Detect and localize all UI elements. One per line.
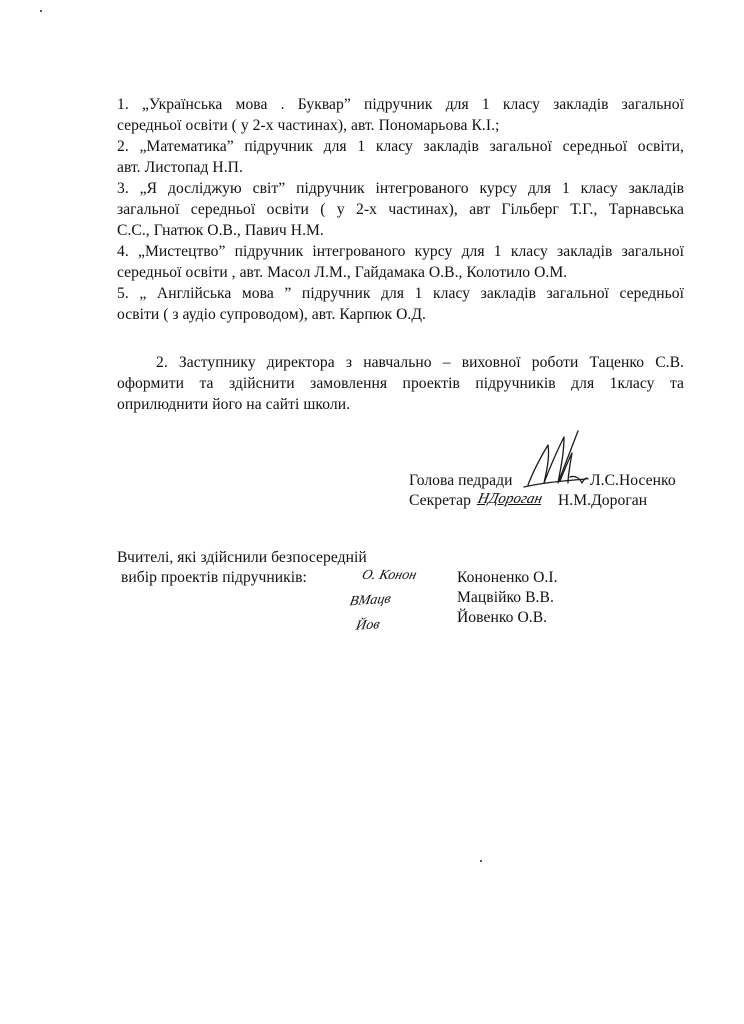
teacher-name-1: Кононенко О.І. <box>457 569 558 586</box>
teacher-signature-1: О. Конон <box>360 568 419 583</box>
list-item-3-line-1: 3. „Я досліджую світ” підручник інтегрованого курсу для 1 класу закладів <box>117 180 684 197</box>
list-item-3-line-2: загальної середньої освіти ( у 2-х частинах), авт Гільберг Т.Г., Тарнавська <box>117 201 684 218</box>
teacher-name-3: Йовенко О.В. <box>457 609 548 626</box>
list-item-1-line-1: 1. „Українська мова . Буквар” підручник для 1 класу закладів загальної <box>117 96 684 113</box>
scan-speck <box>40 10 42 12</box>
list-item-5-line-1: 5. „ Англійська мова ” підручник для 1 класу закладів загальної середньої <box>117 285 684 302</box>
secretary-name: Н.М.Дороган <box>558 492 648 509</box>
chair-label: Голова педради <box>409 472 513 489</box>
list-item-3-line-3: С.С., Гнатюк О.В., Павич Н.М. <box>117 222 324 239</box>
secretary-handwritten-signature: НДороган <box>476 491 544 507</box>
teachers-intro-line-2: вибір проектів підручників: <box>117 569 307 586</box>
secretary-label: Секретар <box>409 492 471 509</box>
point-2-line-1: 2. Заступнику директора з навчально – виховної роботи Таценко С.В. <box>156 354 684 371</box>
chair-name: Л.С.Носенко <box>590 472 676 489</box>
scan-speck <box>480 860 482 862</box>
point-2-line-2: оформити та здійснити замовлення проектів підручників для 1класу та <box>117 375 684 392</box>
list-item-1-line-2: середньої освіти ( у 2-х частинах), авт. Пономарьова К.І.; <box>117 117 500 134</box>
teacher-signature-2: ВМацв <box>348 591 393 610</box>
list-item-4-line-2: середньої освіти , авт. Масол Л.М., Гайдамака О.В., Колотило О.М. <box>117 264 568 281</box>
list-item-2-line-1: 2. „Математика” підручник для 1 класу закладів загальної середньої освіти, <box>117 138 684 155</box>
teacher-name-2: Мацвійко В.В. <box>457 589 554 606</box>
list-item-5-line-2: освіти ( з аудіо супроводом), авт. Карпюк О.Д. <box>117 306 426 323</box>
point-2-line-3: оприлюднити його на сайті школи. <box>117 396 351 413</box>
list-item-2-line-2: авт. Листопад Н.П. <box>117 159 243 176</box>
teachers-intro-line-1: Вчителі, які здійснили безпосередній <box>117 549 367 566</box>
teacher-signature-3: Йов <box>354 617 381 634</box>
list-item-4-line-1: 4. „Мистецтво” підручник інтегрованого курсу для 1 класу закладів загальної <box>117 243 684 260</box>
